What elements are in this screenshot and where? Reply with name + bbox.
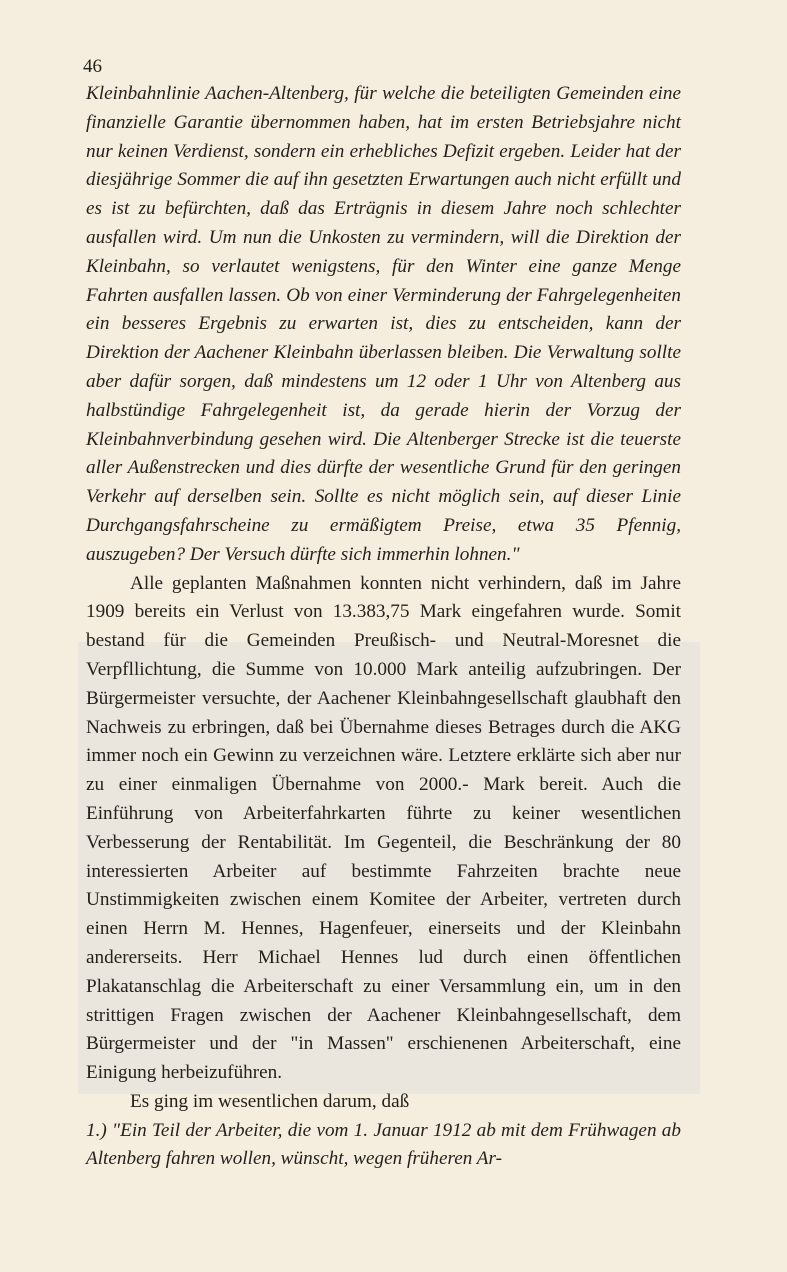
page-number: 46 — [83, 56, 102, 77]
paragraph: Es ging im wesentlichen darum, daß — [130, 1090, 410, 1112]
quoted-paragraph: Kleinbahnlinie Aachen-Altenberg, für welche die beteiligten Gemeinden eine finanzielle Garantie übernommen haben, hat im ersten Betriebsjahre nicht nur keinen Verdienst, sondern ein erhebliches Defizit ergeben. Leider hat der diesjährige Sommer die auf ihn gesetzten Erwartungen auch nicht erfüllt und es ist zu befürchten, daß das Erträgnis in diesem Jahre noch schlechter ausfallen wird. Um nun die Unkosten zu vermindern, will die Direktion der Kleinbahn, so verlautet wenigstens, für den Winter eine ganze Menge Fahrten ausfallen lassen. Ob von einer Verminderung der Fahrgelegenheiten ein besseres Ergebnis zu erwarten ist, dies zu entscheiden, kann der Direktion der Aachener Kleinbahn überlassen bleiben. Die Verwaltung sollte aber dafür sorgen, daß mindestens um 12 oder 1 Uhr von Altenberg aus halbstündige Fahrgelegenheit ist, da gerade hierin der Vorzug der Kleinbahnverbindung gesehen wird. Die Altenberger Strecke ist die teuerste aller Außenstrecken und dies dürfte der wesentliche Grund für den geringen Verkehr auf derselben sein. Sollte es nicht möglich sein, auf dieser Linie Durchgangsfahrscheine zu ermäßigtem Preise, etwa 35 Pfennig, auszugeben? Der Versuch dürfte sich immerhin lohnen." — [86, 83, 681, 565]
paragraph: Alle geplanten Maßnahmen konnten nicht verhindern, daß im Jahre 1909 bereits ein Verlust von 13.383,75 Mark eingefahren wurde. Somit bestand für die Gemeinden Preußisch- und Neutral-Moresnet die Verpfllichtung, die Summe von 10.000 Mark anteilig aufzubringen. Der Bürgermeister versuchte, der Aachener Kleinbahngesellschaft glaubhaft den Nachweis zu erbringen, daß bei Übernahme dieses Betrages durch die AKG immer noch ein Gewinn zu verzeichnen wäre. Letztere erklärte sich aber nur zu einer einmaligen Übernahme von 2000.- Mark bereit. Auch die Einführung von Arbeiterfahrkarten führte zu keiner wesentlichen Verbesserung der Rentabilität. Im Gegenteil, die Beschränkung der 80 interessierten Arbeiter auf bestimmte Fahrzeiten brachte neue Unstimmigkeiten zwischen einem Komitee der Arbeiter, vertreten durch einen Herrn M. Hennes, Hagenfeuer, einerseits und der Kleinbahn andererseits. Herr Michael Hennes lud durch einen öffentlichen Plakatanschlag die Arbeiterschaft zu einer Versammlung ein, um in den strittigen Fragen zwischen der Aachener Kleinbahngesellschaft, dem Bürgermeister und der "in Massen" erschienenen Arbeiterschaft, eine Einigung herbeizuführen. — [86, 572, 681, 1084]
body-text — [86, 80, 681, 1174]
quoted-item: 1.) "Ein Teil der Arbeiter, die vom 1. Januar 1912 ab mit dem Frühwagen ab Altenberg fahren wollen, wünscht, wegen früheren Ar- — [86, 1119, 681, 1170]
